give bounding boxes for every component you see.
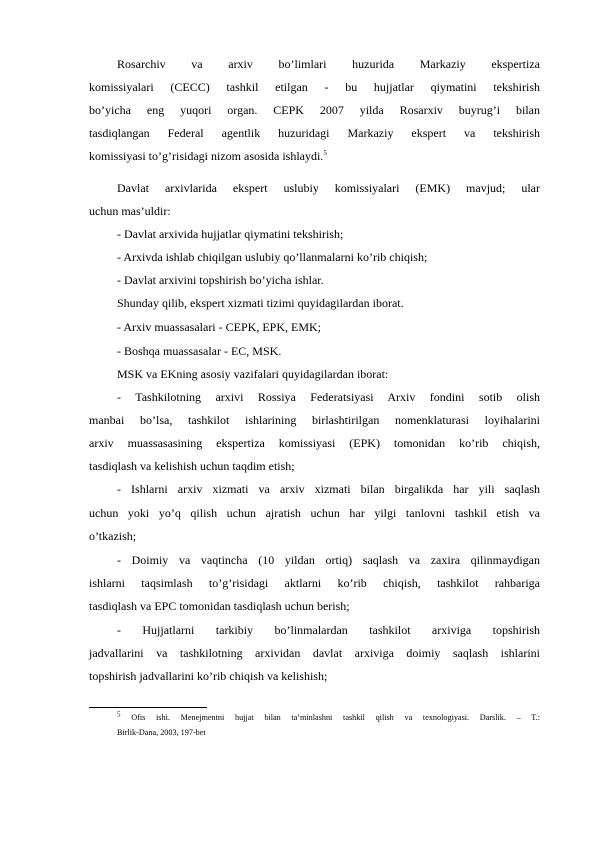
paragraph-line: tasdiqlash va kelishish uchun taqdim etish; <box>89 459 295 473</box>
paragraph-line <box>89 149 540 163</box>
list-item: - Hujjatlarni tarkibiy bo’linmalardan tashkilot arxiviga topshirish <box>117 623 540 637</box>
paragraph-line: komissiyalari (CECC) tashkil etilgan - bu hujjatlar qiymatini tekshirish <box>89 80 540 94</box>
paragraph-line: tasdiqlangan Federal agentlik huzuridagi Markaziy ekspert va tekshirish <box>89 126 540 140</box>
list-item: - Tashkilotning arxivi Rossiya Federatsiyasi Arxiv fondini sotib olish <box>117 390 540 404</box>
paragraph-line: bo’yicha eng yuqori organ. CEPK 2007 yilda Rosarxiv buyrug’i bilan <box>89 103 540 117</box>
paragraph-line: Shunday qilib, ekspert xizmati tizimi quyidagilardan iborat. <box>117 296 404 310</box>
footnote-line: Birlik-Dana, 2003, 197-bet <box>117 728 206 737</box>
list-item: - Boshqa muassasalar - EC, MSK. <box>117 344 282 358</box>
paragraph-line: Davlat arxivlarida ekspert uslubiy komissiyalari (EMK) mavjud; ular <box>117 181 540 195</box>
paragraph-line: uchun mas’uldir: <box>89 204 171 218</box>
paragraph-line: Rosarchiv va arxiv bo’limlari huzurida Markaziy ekspertiza <box>117 57 540 71</box>
paragraph-line: topshirish jadvallarini ko’rib chiqish va kelishish; <box>89 669 328 683</box>
paragraph-line: MSK va EKning asosiy vazifalari quyidagilardan iborat: <box>117 367 389 381</box>
list-item: - Arxiv muassasalari - CEPK, EPK, EMK; <box>117 320 321 334</box>
list-item: - Arxivda ishlab chiqilgan uslubiy qo’llanmalarni ko’rib chiqish; <box>117 250 428 264</box>
paragraph-line: arxiv muassasasining ekspertiza komissiyasi (EPK) tomonidan ko’rib chiqish, <box>89 436 540 450</box>
paragraph-line: ishlarni taqsimlash to’g’risidagi aktlarni ko’rib chiqish, tashkilot rahbariga <box>89 576 540 590</box>
footnote-line <box>117 712 540 723</box>
footnote-marker: 5 <box>323 149 327 157</box>
list-item: - Davlat arxivida hujjatlar qiymatini tekshirish; <box>117 227 344 241</box>
list-item: - Davlat arxivini topshirish bo’yicha ishlar. <box>117 273 324 287</box>
list-item: - Doimiy va vaqtincha (10 yildan ortiq) saqlash va zaxira qilinmaydigan <box>117 553 540 567</box>
paragraph-line: uchun yoki yo’q qilish uchun ajratish uchun har yilgi tanlovni tashkil etish va <box>89 506 540 520</box>
list-item: - Ishlarni arxiv xizmati va arxiv xizmati bilan birgalikda har yili saqlash <box>117 482 540 496</box>
paragraph-line: manbai bo’lsa, tashkilot ishlarining birlashtirilgan nomenklaturasi loyihalarini <box>89 413 540 427</box>
paragraph-line: tasdiqlash va EPC tomonidan tasdiqlash uchun berish; <box>89 599 350 613</box>
paragraph-line: jadvallarini va tashkilotning arxividan davlat arxiviga doimiy saqlash ishlarini <box>89 646 540 660</box>
footnote-number: 5 <box>117 710 121 719</box>
footnote-separator <box>89 707 207 708</box>
paragraph-line: o’tkazish; <box>89 529 137 543</box>
footnote-text: Ofis ishi. Menejmentni hujjat bilan ta’minlashni tashkil qilish va texnologiyasi. Darslik. – T.: <box>131 713 541 722</box>
line-text: komissiyasi to’g’risidagi nizom asosida ishlaydi. <box>89 149 324 163</box>
